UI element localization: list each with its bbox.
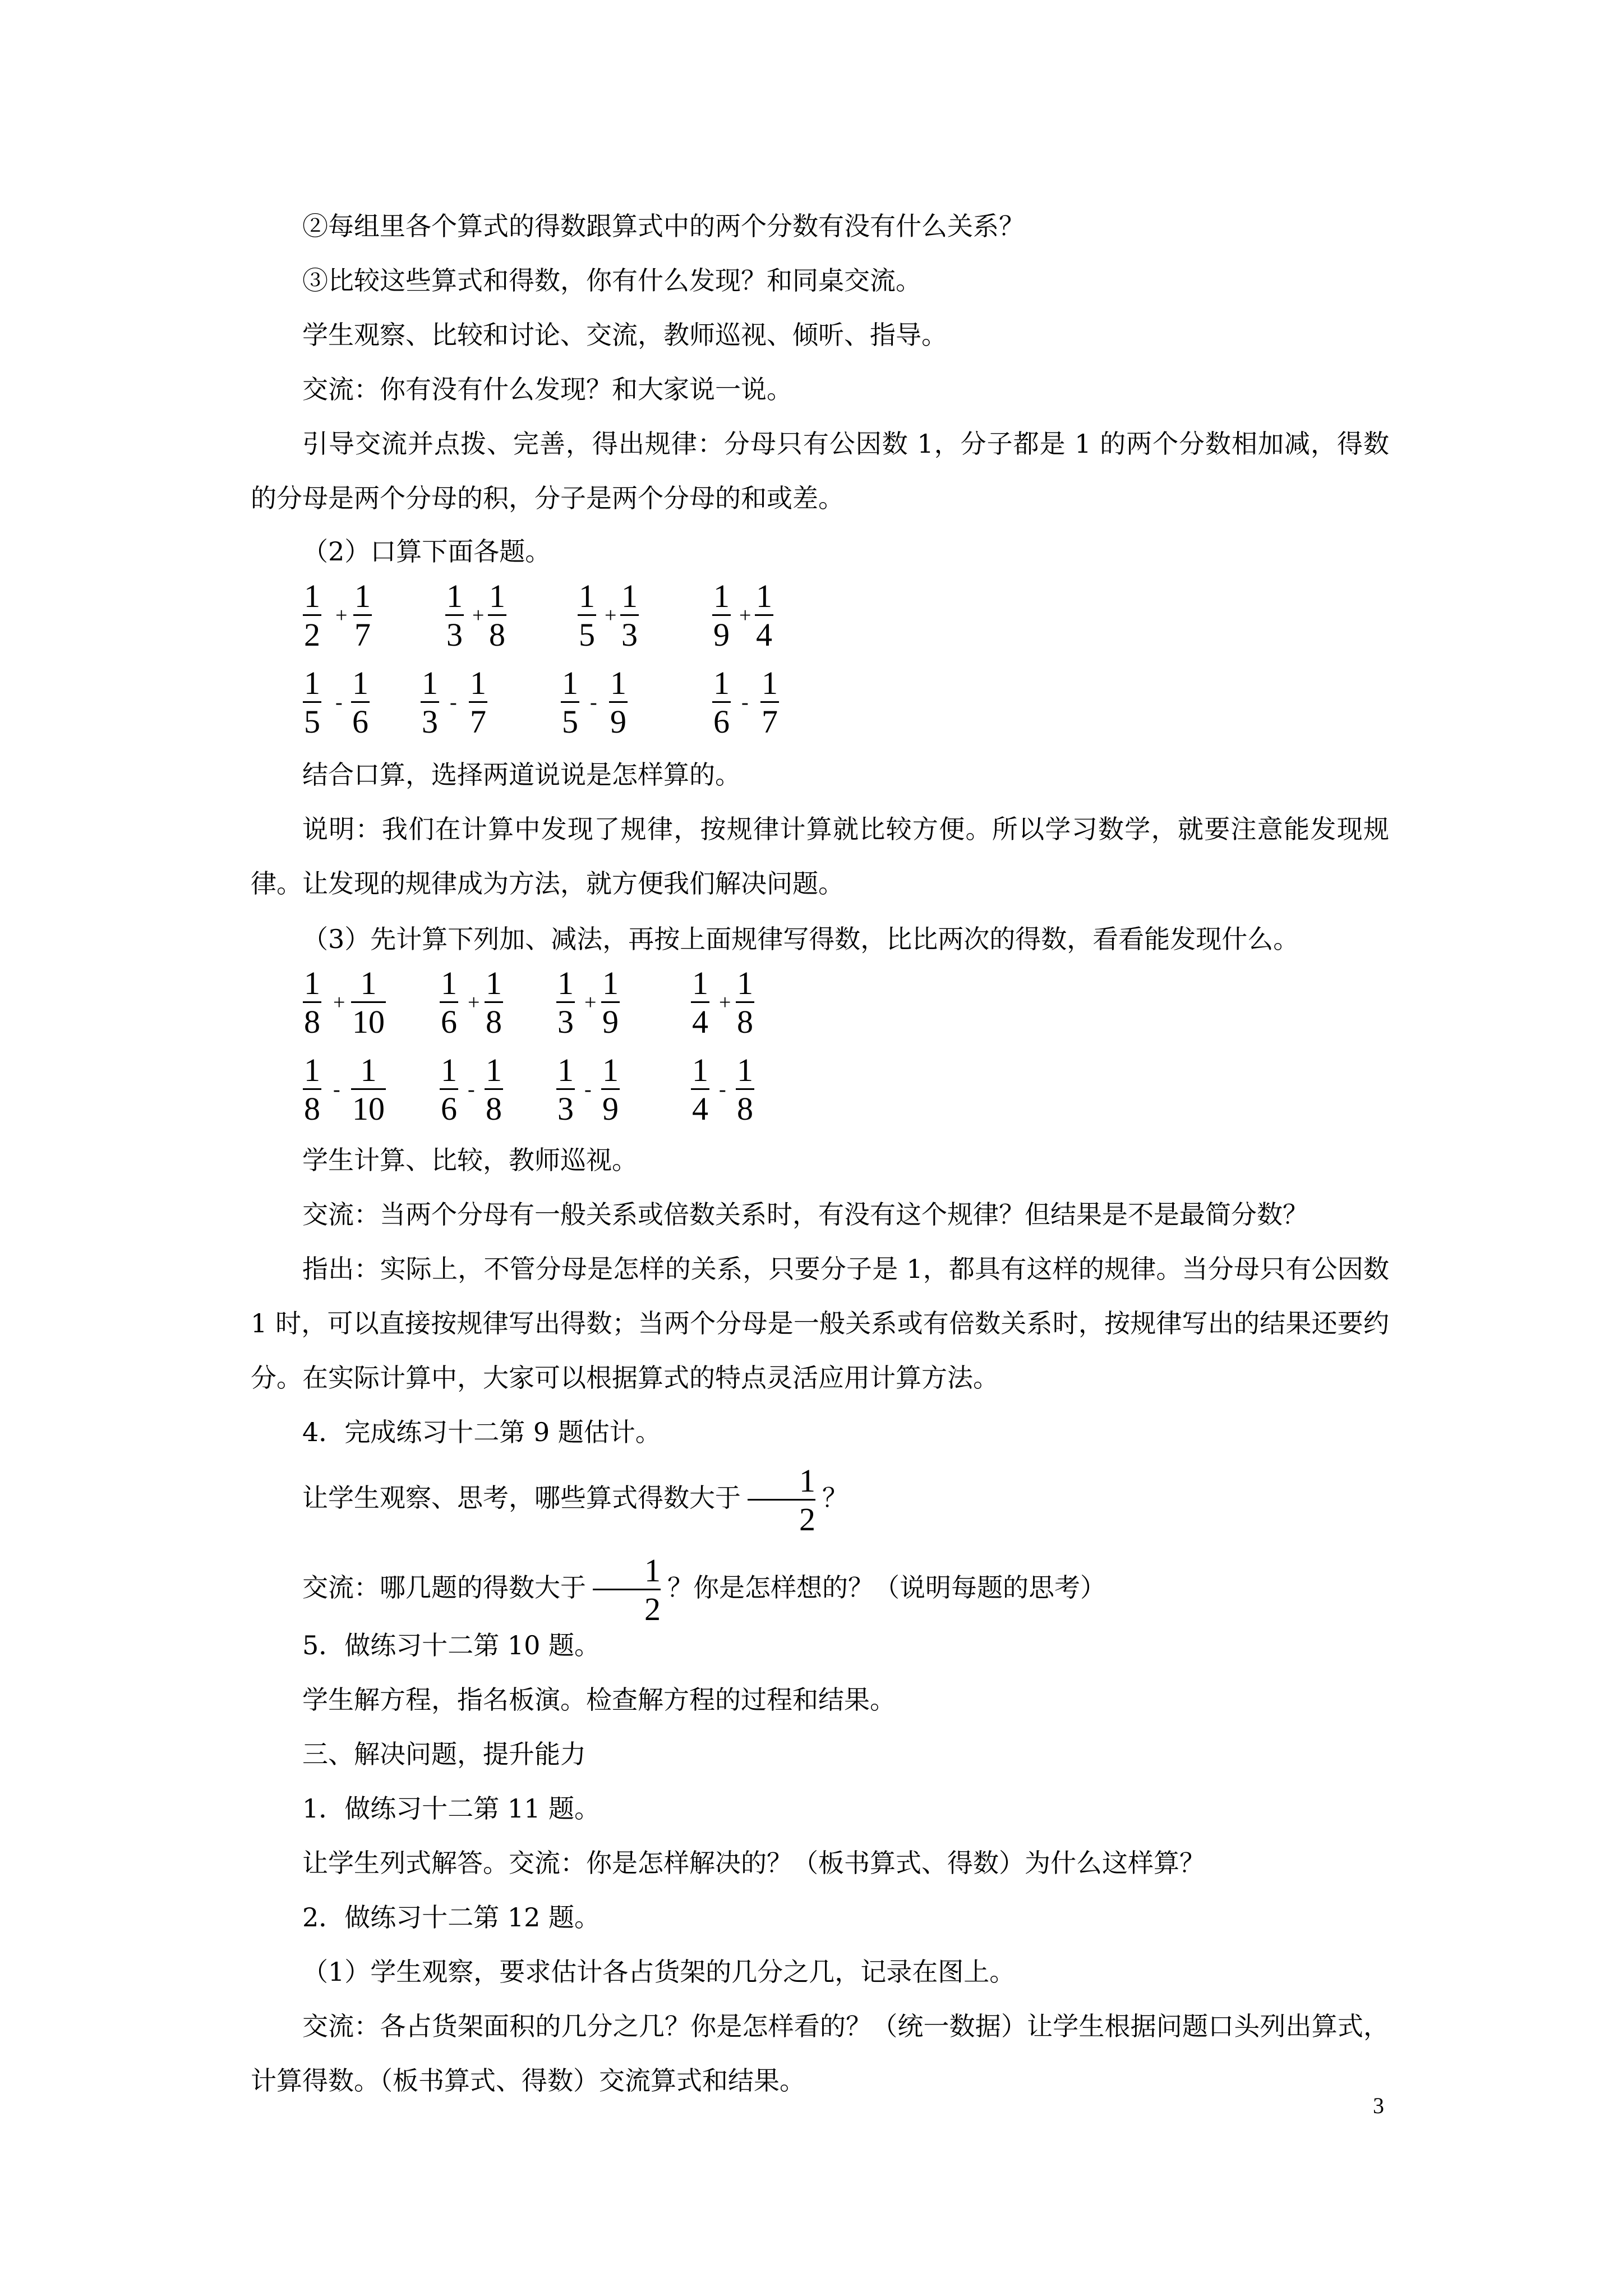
fraction: 1 3 [422,665,438,740]
fraction: 1 6 [352,665,368,740]
paragraph-explanation: 说明：我们在计算中发现了规律，按规律计算就比较方便。所以学习数学，就要注意能发现规律。让发现的规律成为方法，就方便我们解决问题。 [251,814,1389,899]
operator: - [590,691,597,714]
paragraph-discussion: 交流：你有没有什么发现？和大家说一说。 [302,374,792,404]
text-segment: 让学生观察、思考，哪些算式得数大于 [302,1483,741,1513]
paragraph-question-3: ③比较这些算式和得数，你有什么发现？和同桌交流。 [302,265,921,296]
paragraph-task-2: 2．做练习十二第 12 题。 [302,1902,601,1932]
paragraph-task-1: 1．做练习十二第 11 题。 [302,1793,601,1824]
paragraph-task-2-discussion: 交流：各占货架面积的几分之几？你是怎样看的？（统一数据）让学生根据问题口头列出算式，计算得数。（板书算式、得数）交流算式和结果。 [251,2011,1389,2096]
operator: + [333,991,345,1014]
fraction: 1 9 [602,1052,619,1127]
paragraph-estimate-discussion [251,1551,1389,1625]
fraction: 1 5 [304,665,320,740]
fraction: 1 4 [692,965,708,1040]
operator: - [719,1078,726,1101]
fraction: 1 8 [486,1052,502,1127]
fraction: 1 5 [579,578,595,653]
fraction: 1 7 [354,578,371,653]
paragraph-step-5: 5．做练习十二第 10 题。 [302,1630,601,1660]
fraction: 1 7 [470,665,486,740]
operator: - [468,1078,475,1101]
paragraph-question-2: ②每组里各个算式的得数跟算式中的两个分数有没有什么关系？ [302,211,1025,241]
operator: - [741,691,749,714]
paragraph-estimate-question [251,1461,1389,1538]
fraction: 1 3 [557,965,574,1040]
fraction: 1 4 [756,578,772,653]
operator: + [335,604,348,627]
fraction: 1 10 [352,965,385,1040]
fraction: 1 8 [489,578,505,653]
operator: - [584,1078,592,1101]
fraction: 1 2 [304,578,320,653]
fraction: 1 10 [352,1052,385,1127]
text-segment: ？ [822,1483,848,1513]
operator: - [335,691,343,714]
fraction: 1 8 [304,965,320,1040]
operator: - [333,1078,340,1101]
operator: + [584,991,597,1014]
fraction: 1 7 [762,665,778,740]
fraction: 1 8 [737,1052,753,1127]
operator: - [450,691,457,714]
fraction: 1 6 [441,965,457,1040]
operator: + [472,604,485,627]
fraction: 1 3 [557,1052,574,1127]
fraction: 1 9 [602,965,619,1040]
fraction: 1 3 [446,578,463,653]
fraction: 1 9 [713,578,730,653]
fraction: 1 4 [692,1052,708,1127]
fraction: 1 8 [486,965,502,1040]
text-segment: 交流：哪几题的得数大于 [302,1572,586,1603]
paragraph-discussion-2: 交流：当两个分母有一般关系或倍数关系时，有没有这个规律？但结果是不是最简分数？ [302,1199,1308,1230]
fraction: 1 5 [562,665,578,740]
fraction: 1 6 [441,1052,457,1127]
text-segment: ？你是怎样想的？（说明每题的思考） [667,1572,1106,1603]
operator: + [605,604,617,627]
fraction: 1 6 [713,665,730,740]
paragraph-student-activity: 学生观察、比较和讨论、交流，教师巡视、倾听、指导。 [302,320,947,350]
page-number: 3 [1373,2093,1384,2118]
operator: + [739,604,751,627]
paragraph-exercise-3-heading: （3）先计算下列加、减法，再按上面规律写得数，比比两次的得数，看看能发现什么。 [302,924,1299,954]
fraction: 1 9 [610,665,626,740]
paragraph-explain-prompt: 结合口算，选择两道说说是怎样算的。 [302,760,741,790]
fraction: 1 8 [737,965,753,1040]
fraction-half: $\frac{1}{2}$ [593,1555,661,1625]
paragraph-task-2-step-1: （1）学生观察，要求估计各占货架的几分之几，记录在图上。 [302,1957,1016,1987]
fraction: 1 8 [304,1052,320,1127]
paragraph-step-4: 4．完成练习十二第 9 题估计。 [302,1417,661,1447]
paragraph-task-1-detail: 让学生列式解答。交流：你是怎样解决的？（板书算式、得数）为什么这样算？ [302,1848,1205,1878]
paragraph-conclusion: 指出：实际上，不管分母是怎样的关系，只要分子是 1，都具有这样的规律。当分母只有公因数 1 时，可以直接按规律写出得数；当两个分母是一般关系或有倍数关系时，按规律写出的结果还要约分。在实际计算中，大家可以根据算式的特点灵活应用计算方法。 [251,1254,1389,1393]
section-heading-3: 三、解决问题，提升能力 [302,1739,586,1769]
fraction: 1 3 [621,578,638,653]
fraction-half: $\frac{1}{2}$ [748,1465,815,1535]
operator: + [468,991,480,1014]
paragraph-rule: 引导交流并点拨、完善，得出规律：分母只有公因数 1，分子都是 1 的两个分数相加减，得数的分母是两个分母的积，分子是两个分母的和或差。 [251,429,1389,513]
operator: + [719,991,731,1014]
paragraph-equation-solving: 学生解方程，指名板演。检查解方程的过程和结果。 [302,1685,896,1715]
paragraph-exercise-2-heading: （2）口算下面各题。 [302,536,551,567]
paragraph-student-compute: 学生计算、比较，教师巡视。 [302,1145,638,1175]
